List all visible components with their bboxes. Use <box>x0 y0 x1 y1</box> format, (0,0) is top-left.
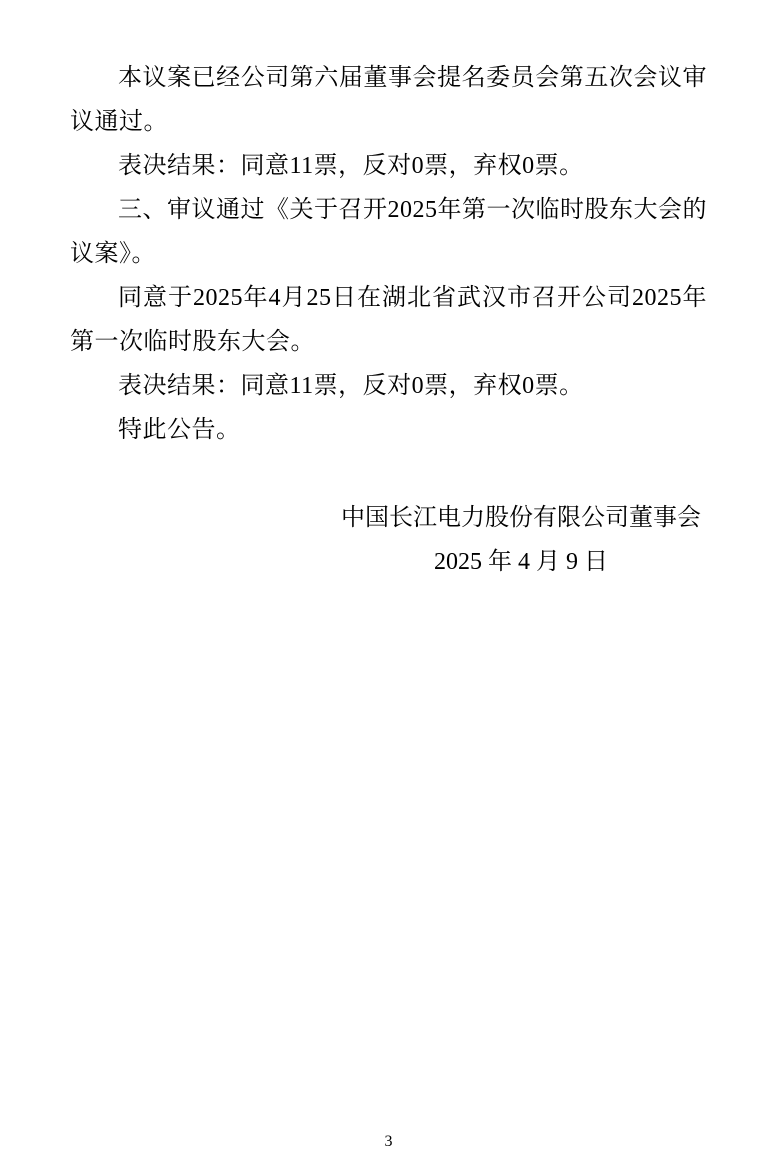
document-body <box>0 0 777 584</box>
paragraph-approval-note: 本议案已经公司第六届董事会提名委员会第五次会议审议通过。 <box>70 65 707 135</box>
signature-date: 2025 年 4 月 9 日 <box>434 549 608 575</box>
signature-block <box>70 496 707 584</box>
paragraph-vote-result-2: 表决结果：同意11票，反对0票，弃权0票。 <box>118 373 584 399</box>
paragraph-announcement-closing: 特此公告。 <box>118 417 241 443</box>
paragraph-meeting-arrangement: 同意于2025年4月25日在湖北省武汉市召开公司2025年第一次临时股东大会。 <box>70 285 707 355</box>
page-number: 3 <box>384 1133 393 1150</box>
signature-company-name: 中国长江电力股份有限公司董事会 <box>341 505 701 531</box>
signature-inner <box>341 496 701 584</box>
paragraph-item-three-heading: 三、审议通过《关于召开2025年第一次临时股东大会的议案》。 <box>70 197 707 267</box>
paragraph-vote-result-1: 表决结果：同意11票，反对0票，弃权0票。 <box>118 153 584 179</box>
